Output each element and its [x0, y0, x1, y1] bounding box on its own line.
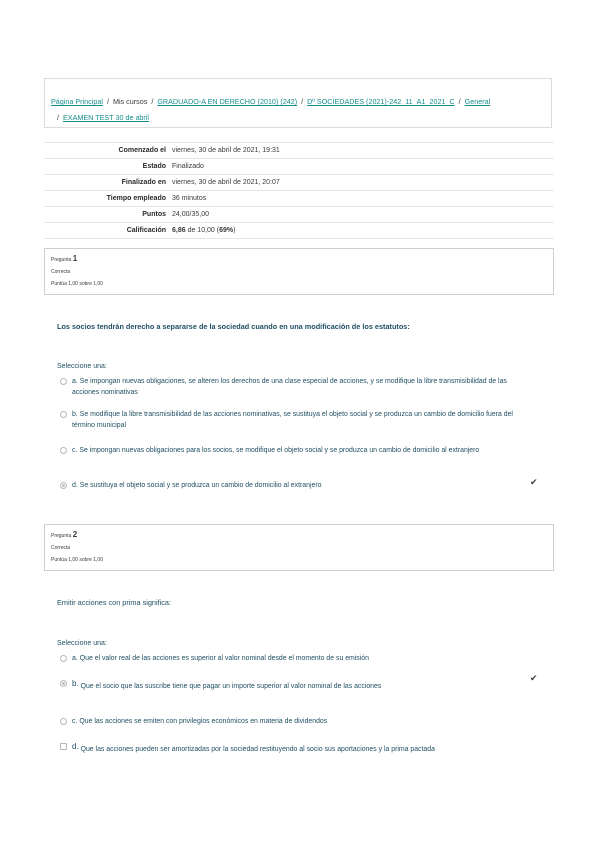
radio-button-selected[interactable] — [60, 680, 67, 687]
breadcrumb-course-link[interactable]: Dº SOCIEDADES (2021)-242_11_A1_2021_C — [307, 97, 455, 106]
question-1-option-b[interactable] — [60, 409, 530, 431]
summary-row-points — [44, 207, 554, 223]
breadcrumb-general-link[interactable]: General — [464, 97, 491, 106]
option-text: Que el socio que las suscribe tiene que pagar un importe superior al valor nominal de las acciones — [80, 683, 382, 690]
question-status: Correcta — [51, 545, 71, 551]
option-letter: b. — [72, 411, 78, 418]
option-text: Que las acciones se emiten con privilegios económicos en materia de dividendos — [79, 718, 328, 725]
question-score: Puntúa 1,00 sobre 1,00 — [51, 557, 103, 563]
summary-key: Estado — [44, 159, 172, 175]
breadcrumb-my-courses: Mis cursos — [112, 97, 148, 106]
option-letter: d. — [72, 482, 78, 489]
breadcrumb-separator: / — [57, 113, 59, 122]
summary-value: viernes, 30 de abril de 2021, 19:31 — [172, 143, 554, 159]
radio-button[interactable] — [60, 411, 67, 418]
breadcrumb-separator: / — [458, 97, 461, 106]
option-letter: a. — [72, 655, 78, 662]
checkmark-icon: ✔ — [530, 477, 538, 487]
summary-row-state — [44, 159, 554, 175]
breadcrumb — [44, 78, 552, 128]
summary-row-time-taken — [44, 191, 554, 207]
question-1-prompt: Seleccione una: — [57, 363, 107, 370]
question-number: 2 — [72, 530, 78, 539]
breadcrumb-separator: / — [106, 97, 109, 106]
radio-button[interactable] — [60, 655, 67, 662]
checkmark-icon: ✔ — [530, 673, 538, 683]
summary-value: Finalizado — [172, 159, 554, 175]
radio-button[interactable] — [60, 447, 67, 454]
summary-value: viernes, 30 de abril de 2021, 20:07 — [172, 175, 554, 191]
question-label: Pregunta — [51, 257, 72, 263]
radio-button[interactable] — [60, 743, 67, 750]
radio-button-selected[interactable] — [60, 482, 67, 489]
question-1-info — [44, 248, 554, 295]
option-letter: c. — [72, 447, 78, 454]
summary-row-grade — [44, 223, 554, 239]
attempt-summary-table — [44, 142, 554, 239]
option-text: Se impongan nuevas obligaciones, se alteren los derechos de una clase especial de acciones, y se modifique la libre transmisibilidad de las acciones nominativas — [72, 378, 507, 396]
breadcrumb-separator: / — [301, 97, 304, 106]
question-1-option-c[interactable] — [60, 445, 530, 456]
summary-value: 24,00/35,00 — [172, 207, 554, 223]
radio-button[interactable] — [60, 718, 67, 725]
option-letter: b. — [72, 679, 79, 688]
question-2-option-d[interactable] — [60, 741, 530, 755]
question-2-text: Emitir acciones con prima significa: — [57, 598, 171, 607]
breadcrumb-degree-link[interactable]: GRADUADO-A EN DERECHO (2010) (242) — [157, 97, 298, 106]
option-text: Se sustituya el objeto social y se produzca un cambio de domicilio al extranjero — [79, 482, 322, 489]
summary-row-finished — [44, 175, 554, 191]
grade-scale: de 10,00 ( — [185, 227, 220, 234]
summary-key: Tiempo empleado — [44, 191, 172, 207]
question-1-option-a[interactable] — [60, 376, 530, 398]
summary-key: Comenzado el — [44, 143, 172, 159]
breadcrumb-separator: / — [151, 97, 154, 106]
question-score: Puntúa 1,00 sobre 1,00 — [51, 281, 103, 287]
option-letter: a. — [72, 378, 78, 385]
option-letter: d. — [72, 742, 79, 751]
question-number: 1 — [72, 254, 78, 263]
option-text: Que el valor real de las acciones es superior al valor nominal desde el momento de su emisión — [79, 655, 369, 662]
question-2-info — [44, 524, 554, 571]
option-text: Se impongan nuevas obligaciones para los socios, se modifique el objeto social y se produzca un cambio de domicilio al extranjero — [79, 447, 480, 454]
summary-key: Calificación — [44, 223, 172, 239]
option-text: Que las acciones pueden ser amortizadas por la sociedad restituyendo al socio sus aportaciones y la prima pactada — [80, 746, 435, 753]
breadcrumb-home-link[interactable]: Página Principal — [51, 97, 103, 106]
grade-value: 6,86 — [172, 227, 186, 234]
question-status: Correcta — [51, 269, 71, 275]
question-label: Pregunta — [51, 533, 72, 539]
radio-button[interactable] — [60, 378, 67, 385]
grade-close: ) — [233, 227, 236, 234]
summary-row-started — [44, 143, 554, 159]
summary-value — [172, 223, 554, 239]
question-1-text: Los socios tendrán derecho a separarse de la sociedad cuando en una modificación de los estatutos: — [57, 322, 410, 331]
question-1-option-d[interactable] — [60, 480, 530, 491]
grade-percent: 69% — [219, 227, 234, 234]
summary-key: Puntos — [44, 207, 172, 223]
option-letter: c. — [72, 718, 78, 725]
summary-value: 36 minutos — [172, 191, 554, 207]
question-2-option-b[interactable] — [60, 678, 530, 692]
question-2-option-c[interactable] — [60, 716, 530, 727]
question-2-option-a[interactable] — [60, 653, 530, 664]
option-text: Se modifique la libre transmisibilidad de las acciones nominativas, se sustituya el objeto social y se produzca un cambio de domicilio fuera del término municipal — [72, 411, 513, 429]
summary-key: Finalizado en — [44, 175, 172, 191]
question-2-prompt: Seleccione una: — [57, 640, 107, 647]
breadcrumb-exam-link[interactable]: EXAMEN TEST 30 de abril — [63, 113, 150, 122]
